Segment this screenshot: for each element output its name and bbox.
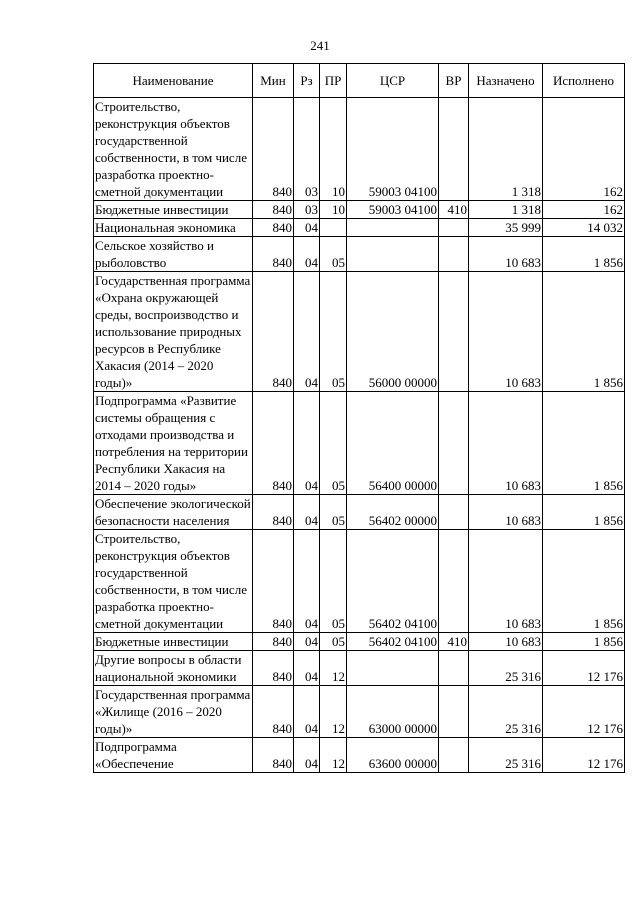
row-assigned-cell: 10 683 xyxy=(469,237,543,272)
row-csr-cell: 56000 00000 xyxy=(347,272,439,392)
row-name-cell: Другие вопросы в области национальной экономики xyxy=(94,651,253,686)
row-pr-cell: 10 xyxy=(320,201,347,219)
row-vr-cell xyxy=(439,272,469,392)
row-pr-cell: 05 xyxy=(320,272,347,392)
row-executed-cell: 1 856 xyxy=(543,272,625,392)
row-vr-cell xyxy=(439,651,469,686)
row-name-cell: Бюджетные инвестиции xyxy=(94,633,253,651)
row-min-cell: 840 xyxy=(253,651,294,686)
row-rz-cell: 04 xyxy=(294,219,320,237)
row-rz-cell: 04 xyxy=(294,633,320,651)
row-csr-cell: 63000 00000 xyxy=(347,686,439,738)
row-rz-cell: 04 xyxy=(294,686,320,738)
row-min-cell: 840 xyxy=(253,392,294,495)
row-rz-cell: 04 xyxy=(294,495,320,530)
row-executed-cell: 12 176 xyxy=(543,738,625,773)
row-csr-cell: 59003 04100 xyxy=(347,98,439,201)
header-assigned: Назначено xyxy=(469,64,543,98)
row-rz-cell: 04 xyxy=(294,272,320,392)
row-vr-cell xyxy=(439,495,469,530)
row-executed-cell: 1 856 xyxy=(543,530,625,633)
row-min-cell: 840 xyxy=(253,272,294,392)
row-executed-cell: 12 176 xyxy=(543,651,625,686)
row-csr-cell: 59003 04100 xyxy=(347,201,439,219)
row-assigned-cell: 25 316 xyxy=(469,651,543,686)
row-assigned-cell: 10 683 xyxy=(469,633,543,651)
row-pr-cell: 05 xyxy=(320,237,347,272)
header-min: Мин xyxy=(253,64,294,98)
row-assigned-cell: 10 683 xyxy=(469,272,543,392)
table-header-row xyxy=(94,64,625,98)
row-min-cell: 840 xyxy=(253,237,294,272)
row-vr-cell xyxy=(439,237,469,272)
row-name-cell: Подпрограмма «Развитие системы обращения с отходами производства и потребления на территории Республики Хакасия на 2014 – 2020 годы» xyxy=(94,392,253,495)
row-rz-cell: 04 xyxy=(294,392,320,495)
row-executed-cell: 162 xyxy=(543,201,625,219)
row-min-cell: 840 xyxy=(253,219,294,237)
table-row xyxy=(94,98,625,201)
row-rz-cell: 04 xyxy=(294,651,320,686)
row-pr-cell: 12 xyxy=(320,738,347,773)
header-name: Наименование xyxy=(94,64,253,98)
table-row xyxy=(94,237,625,272)
table-row xyxy=(94,633,625,651)
row-executed-cell: 1 856 xyxy=(543,495,625,530)
row-min-cell: 840 xyxy=(253,201,294,219)
row-executed-cell: 1 856 xyxy=(543,633,625,651)
row-assigned-cell: 35 999 xyxy=(469,219,543,237)
row-pr-cell: 10 xyxy=(320,98,347,201)
row-vr-cell xyxy=(439,686,469,738)
header-executed: Исполнено xyxy=(543,64,625,98)
row-assigned-cell: 25 316 xyxy=(469,686,543,738)
row-name-cell: Подпрограмма «Обеспечение xyxy=(94,738,253,773)
table-body xyxy=(94,98,625,773)
row-vr-cell: 410 xyxy=(439,201,469,219)
row-csr-cell: 56402 00000 xyxy=(347,495,439,530)
row-min-cell: 840 xyxy=(253,738,294,773)
row-csr-cell: 56402 04100 xyxy=(347,633,439,651)
row-vr-cell xyxy=(439,98,469,201)
table-row xyxy=(94,272,625,392)
row-name-cell: Строительство, реконструкция объектов государственной собственности, в том числе разработка проектно-сметной документации xyxy=(94,530,253,633)
row-name-cell: Строительство, реконструкция объектов государственной собственности, в том числе разработка проектно-сметной документации xyxy=(94,98,253,201)
row-min-cell: 840 xyxy=(253,633,294,651)
row-assigned-cell: 10 683 xyxy=(469,495,543,530)
row-assigned-cell: 10 683 xyxy=(469,530,543,633)
row-pr-cell: 05 xyxy=(320,530,347,633)
row-pr-cell: 05 xyxy=(320,633,347,651)
row-executed-cell: 1 856 xyxy=(543,237,625,272)
table-row xyxy=(94,495,625,530)
row-csr-cell: 56402 04100 xyxy=(347,530,439,633)
row-executed-cell: 1 856 xyxy=(543,392,625,495)
header-rz: Рз xyxy=(294,64,320,98)
row-csr-cell: 63600 00000 xyxy=(347,738,439,773)
row-executed-cell: 12 176 xyxy=(543,686,625,738)
page-number: 241 xyxy=(310,38,330,53)
row-rz-cell: 03 xyxy=(294,201,320,219)
row-assigned-cell: 25 316 xyxy=(469,738,543,773)
budget-table xyxy=(93,63,625,773)
table-row xyxy=(94,651,625,686)
table-row xyxy=(94,392,625,495)
row-csr-cell xyxy=(347,219,439,237)
row-min-cell: 840 xyxy=(253,686,294,738)
table-row xyxy=(94,219,625,237)
row-vr-cell xyxy=(439,738,469,773)
row-pr-cell: 12 xyxy=(320,651,347,686)
row-rz-cell: 03 xyxy=(294,98,320,201)
header-csr: ЦСР xyxy=(347,64,439,98)
row-csr-cell xyxy=(347,651,439,686)
table-row xyxy=(94,738,625,773)
table-row xyxy=(94,201,625,219)
header-vr: ВР xyxy=(439,64,469,98)
row-vr-cell xyxy=(439,530,469,633)
table-row xyxy=(94,686,625,738)
row-pr-cell: 05 xyxy=(320,392,347,495)
row-name-cell: Обеспечение экологической безопасности населения xyxy=(95,496,251,528)
row-vr-cell xyxy=(439,392,469,495)
row-pr-cell xyxy=(320,219,347,237)
row-name-cell: Государственная программа «Охрана окружающей среды, воспроизводство и использование природных ресурсов в Республике Хакасия (2014 – 2020 годы)» xyxy=(94,272,253,392)
row-assigned-cell: 1 318 xyxy=(469,201,543,219)
row-min-cell: 840 xyxy=(253,495,294,530)
row-executed-cell: 162 xyxy=(543,98,625,201)
table-row xyxy=(94,530,625,633)
row-executed-cell: 14 032 xyxy=(543,219,625,237)
row-assigned-cell: 1 318 xyxy=(469,98,543,201)
row-rz-cell: 04 xyxy=(294,237,320,272)
header-pr: ПР xyxy=(320,64,347,98)
row-name-cell: Национальная экономика xyxy=(94,219,253,237)
row-vr-cell: 410 xyxy=(439,633,469,651)
row-pr-cell: 05 xyxy=(320,495,347,530)
row-assigned-cell: 10 683 xyxy=(469,392,543,495)
row-name-cell: Государственная программа «Жилище (2016 – 2020 годы)» xyxy=(94,686,253,738)
row-name-cell: Сельское хозяйство и рыболовство xyxy=(94,237,253,272)
row-vr-cell xyxy=(439,219,469,237)
row-pr-cell: 12 xyxy=(320,686,347,738)
row-rz-cell: 04 xyxy=(294,738,320,773)
row-min-cell: 840 xyxy=(253,98,294,201)
row-csr-cell: 56400 00000 xyxy=(347,392,439,495)
row-rz-cell: 04 xyxy=(294,530,320,633)
row-min-cell: 840 xyxy=(253,530,294,633)
row-csr-cell xyxy=(347,237,439,272)
row-name-cell: Бюджетные инвестиции xyxy=(94,201,253,219)
